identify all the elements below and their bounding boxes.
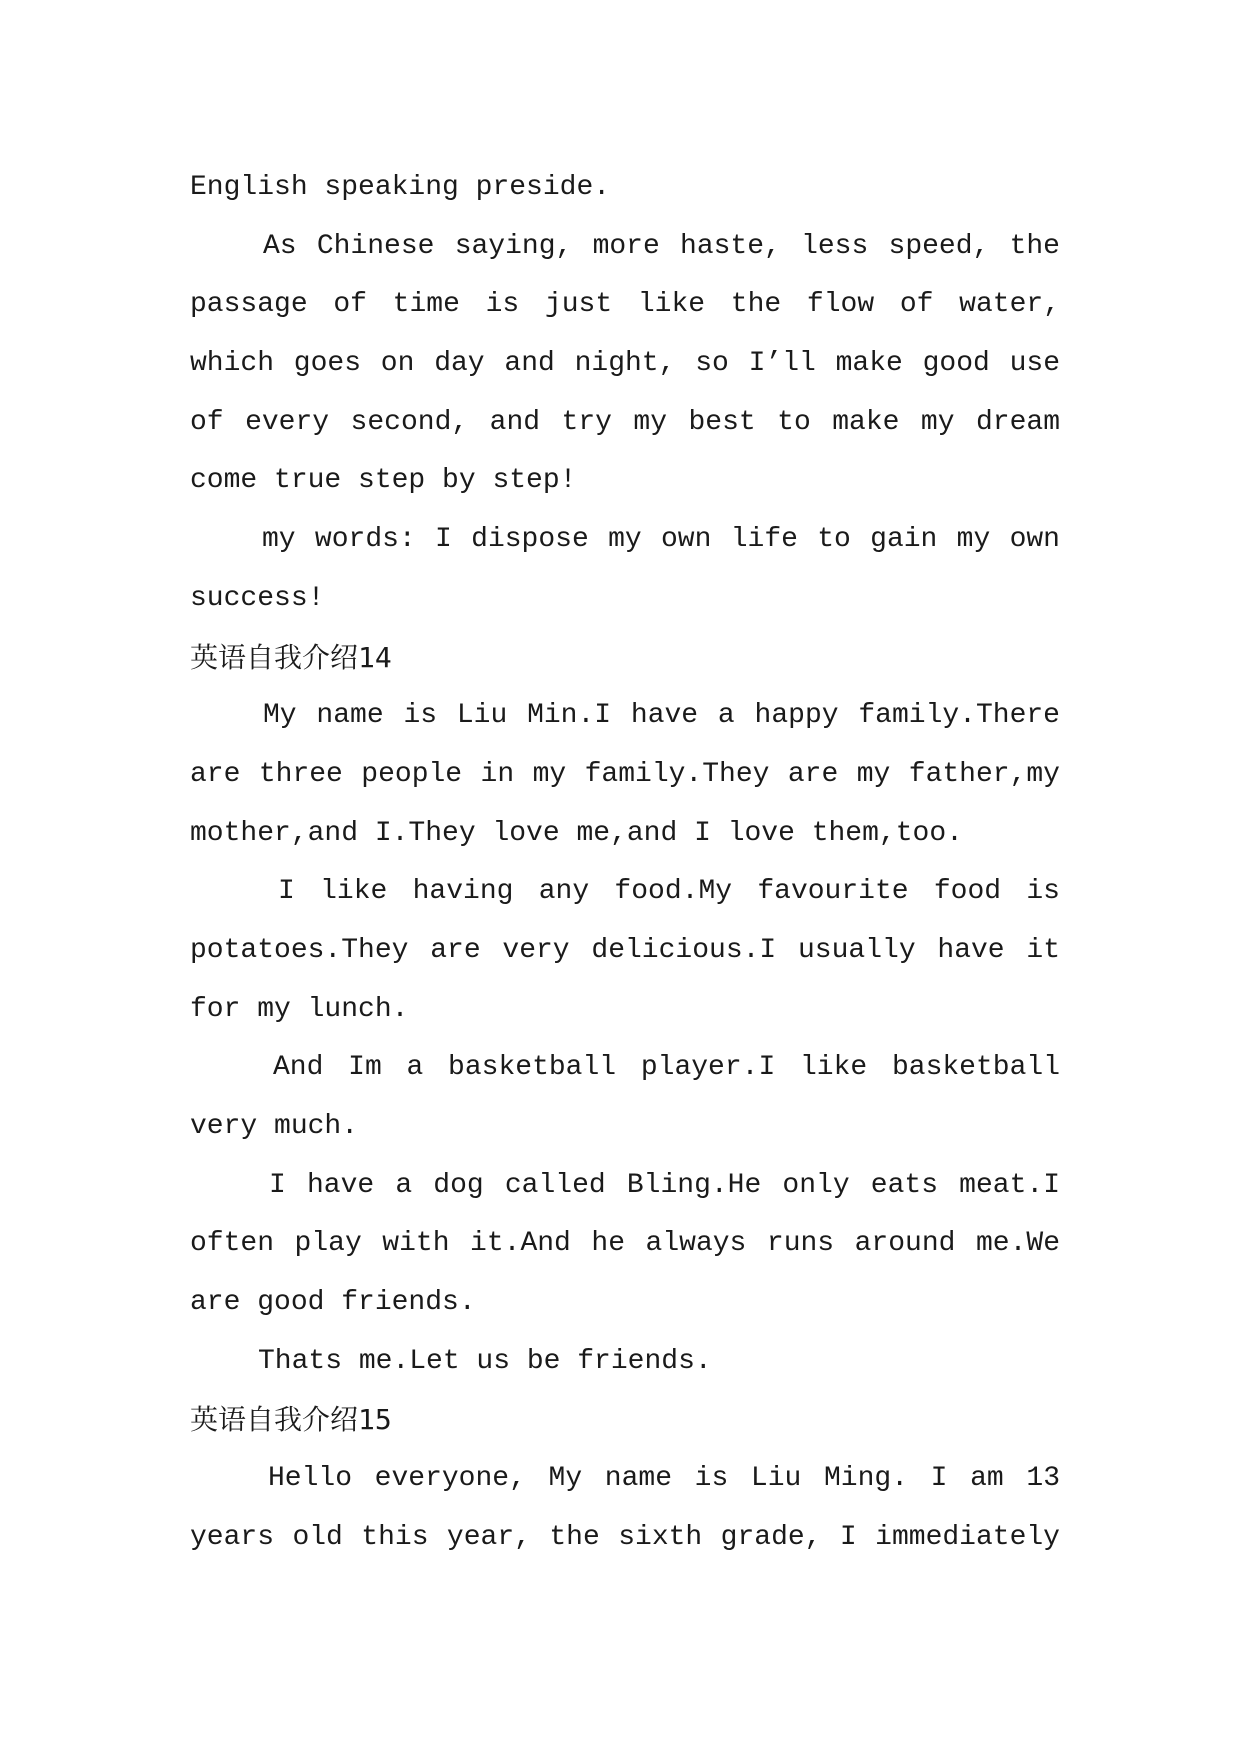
section-heading-14: 英语自我介绍14 [190, 640, 392, 674]
paragraph-line: for my lunch. [190, 993, 409, 1025]
paragraph-line: often play with it.And he always runs around me.We [190, 1228, 1060, 1260]
document-body [190, 159, 1060, 1568]
paragraph-line: years old this year, the sixth grade, I immediately [190, 1521, 1060, 1553]
paragraph-line: which goes on day and night, so I’ll make good use [190, 348, 1060, 380]
paragraph-line: are three people in my family.They are my father,my [190, 758, 1060, 790]
paragraph-line: very much. [190, 1111, 359, 1142]
paragraph-line: success! [190, 582, 325, 614]
paragraph-line: mother,and I.They love me,and I love them,too. [190, 817, 963, 849]
paragraph-line: And Im a basketball player.I like basketball [273, 1052, 1060, 1084]
paragraph-line: My name is Liu Min.I have a happy family.There [263, 700, 1060, 732]
paragraph-line: are good friends. [190, 1287, 476, 1319]
paragraph-line: As Chinese saying, more haste, less speed, the [263, 230, 1060, 262]
section-heading-15: 英语自我介绍15 [190, 1403, 392, 1437]
paragraph-line: my words: I dispose my own life to gain my own [262, 524, 1060, 556]
paragraph-line: Thats me.Let us be friends. [258, 1345, 712, 1377]
paragraph-line: of every second, and try my best to make my dream [190, 406, 1060, 438]
paragraph-line: come true step by step! [190, 465, 577, 497]
paragraph-line: I like having any food.My favourite food is [278, 876, 1060, 908]
paragraph-line: potatoes.They are very delicious.I usually have it [190, 934, 1060, 966]
paragraph-line: I have a dog called Bling.He only eats meat.I [269, 1169, 1060, 1201]
paragraph-line: passage of time is just like the flow of water, [190, 289, 1060, 321]
paragraph-line: English speaking preside. [190, 172, 611, 203]
paragraph-line: Hello everyone, My name is Liu Ming. I am 13 [268, 1463, 1060, 1495]
